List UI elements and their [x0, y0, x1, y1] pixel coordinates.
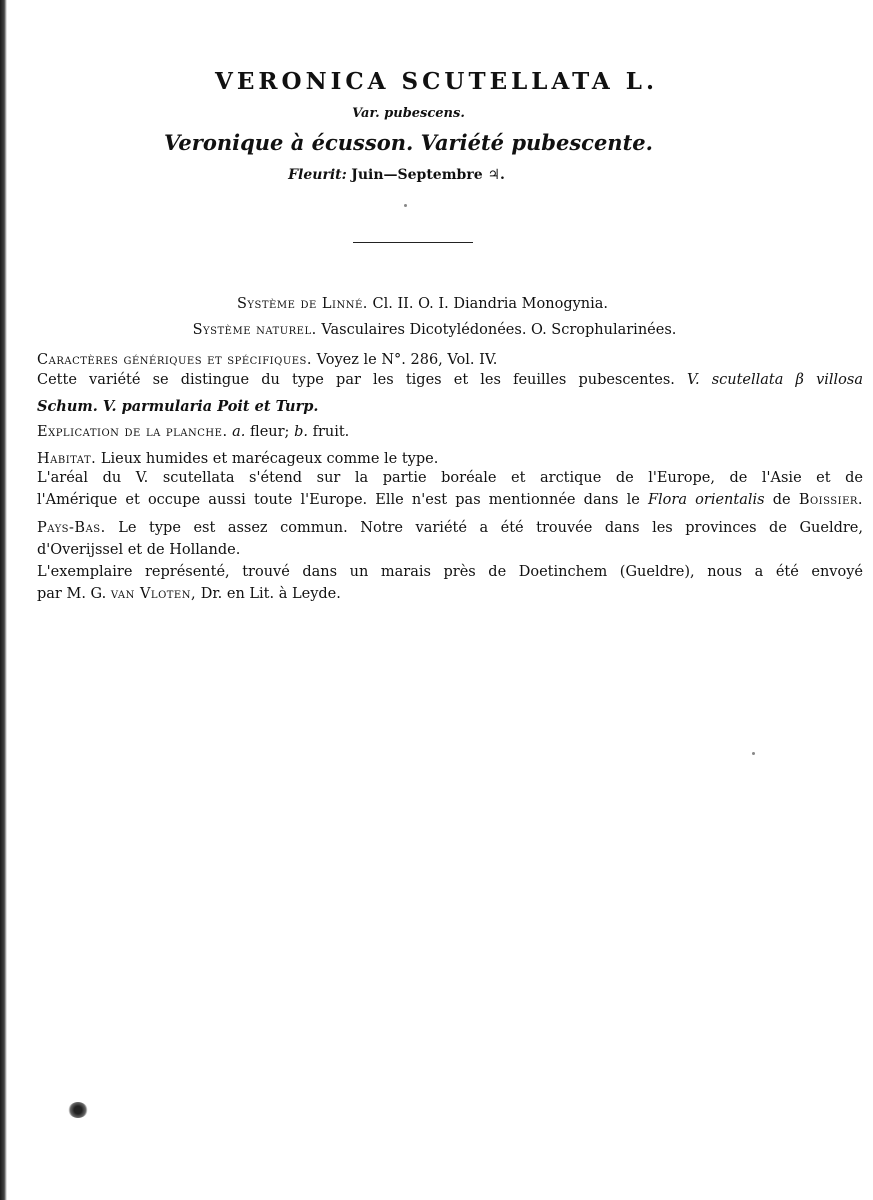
areal-flora-title: Flora orientalis: [647, 492, 765, 508]
ink-smudge: [68, 1102, 88, 1118]
explication-label: Explication de la planche.: [37, 424, 228, 440]
explication-b-text: fruit.: [312, 424, 350, 440]
characters-label: Caractères génériques et spécifiques.: [37, 352, 313, 368]
paper-speck: [404, 204, 407, 207]
paysbas-line-3: L'exemplaire représenté, trouvé dans un marais près de Doetinchem (Gueldre), nous a été envoyé: [37, 564, 863, 580]
flowering-label: Fleurit:: [288, 167, 347, 183]
paysbas-line-4-start: par M. G.: [37, 586, 107, 602]
paysbas-line-4: [37, 585, 863, 603]
linne-system-line: [0, 296, 859, 312]
natural-system-line: [0, 322, 871, 338]
linne-text: Cl. II. O. I. Diandria Monogynia.: [372, 296, 609, 312]
habitat-line: [37, 450, 863, 468]
linne-label: Système de Linné.: [236, 296, 368, 312]
section-divider: [353, 242, 473, 243]
characters-line: [37, 351, 863, 369]
naturel-label: Système naturel.: [192, 322, 317, 338]
explication-b-letter: b.: [294, 424, 308, 440]
characters-desc-line-1: [37, 371, 863, 389]
paysbas-label: Pays-Bas.: [37, 520, 106, 536]
paysbas-line-1: [37, 519, 863, 537]
collector-name: van Vloten,: [110, 586, 197, 602]
paysbas-text-1: Le type est assez commun. Notre variété a été trouvée dans les provinces de Gueldre,: [118, 520, 863, 536]
flowering-value: Juin—Septembre ♃.: [351, 167, 505, 183]
characters-desc-line-2: [37, 398, 863, 416]
explication-line: [37, 423, 863, 441]
areal-line-1: L'aréal du V. scutellata s'étend sur la partie boréale et arctique de l'Europe, de l'Asie et de: [37, 470, 863, 486]
naturel-text: Vasculaires Dicotylédonées. O. Scrophularinées.: [321, 322, 677, 338]
areal-author: Boissier.: [798, 492, 864, 508]
areal-line-2-de: de: [772, 492, 791, 508]
variety-latin: Var. pubescens.: [352, 106, 465, 121]
explication-a-text: fleur;: [250, 424, 290, 440]
paysbas-line-2: d'Overijssel et de Hollande.: [37, 542, 241, 558]
flowering-line: [0, 167, 833, 183]
habitat-label: Habitat.: [37, 451, 97, 467]
paysbas-line-4-end: Dr. en Lit. à Leyde.: [200, 586, 341, 602]
characters-text: Voyez le N°. 286, Vol. IV.: [316, 352, 498, 368]
habitat-text: Lieux humides et marécageux comme le type.: [100, 451, 439, 467]
paper-speck: [752, 752, 755, 755]
characters-synonym-1: V. scutellata β villosa: [687, 372, 863, 388]
areal-line-2: [37, 491, 863, 509]
areal-line-2-start: l'Amérique et occupe aussi toute l'Europe. Elle n'est pas mentionnée dans le: [37, 492, 640, 508]
species-title: VERONICA SCUTELLATA L.: [215, 68, 658, 95]
characters-synonym-2: Schum. V. parmularia Poit et Turp.: [37, 398, 319, 415]
explication-a-letter: a.: [232, 424, 246, 440]
french-subtitle: Veronique à écusson. Variété pubescente.: [164, 130, 653, 155]
characters-desc: Cette variété se distingue du type par les tiges et les feuilles pubescentes.: [37, 372, 675, 388]
